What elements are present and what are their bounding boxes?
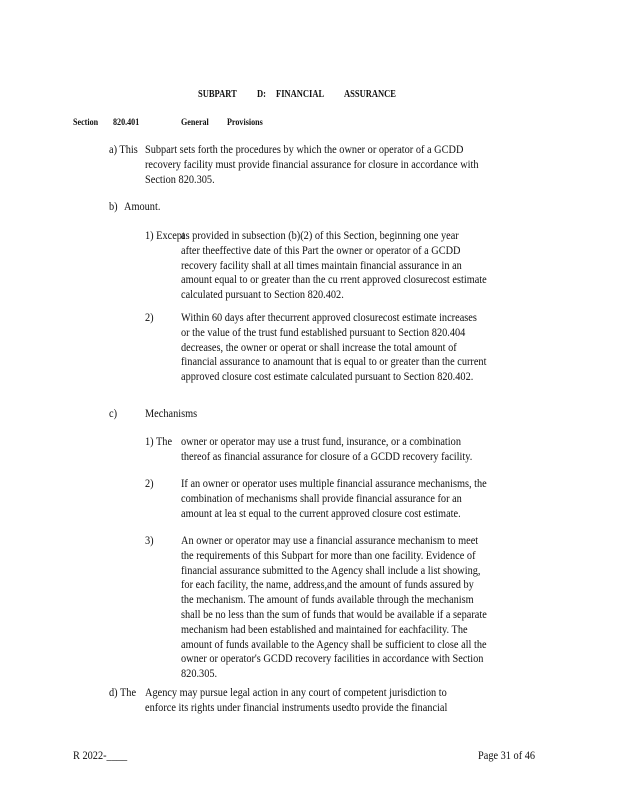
item-b1-line: amount equal to or greater than the cu rrent approved closurecost estimate [181,272,487,287]
item-b2-line: Within 60 days after thecurrent approved closurecost estimate increases [181,310,477,324]
item-c1-lead: 1) The [145,434,173,448]
item-c1-text [181,434,472,464]
item-c3-text [181,533,487,681]
paragraph-d-text [145,685,447,715]
item-b1-line: calculated pursuant to Section 820.402. [181,287,344,302]
paragraph-a-line: recovery facility must provide financial assurance for closure in accordance with [145,156,479,171]
paragraph-b-text: Amount. [124,199,161,213]
heading-financial: FINANCIAL [276,89,325,100]
item-b2-line: approved closure cost estimate calculated pursuant to Section 820.402. [181,369,474,384]
item-c1-line: owner or operator may use a trust fund, insurance, or a combination [181,434,461,448]
item-b1-line: after theeffective date of this Part the owner or operator of a GCDD [181,242,461,257]
item-c3-lead: 3) [145,533,154,547]
section-title-general: General [181,118,209,128]
heading-assurance: ASSURANCE [344,89,396,100]
section-number: 820.401 [113,118,140,128]
item-c2-lead: 2) [145,476,154,490]
item-c3-line: financial assurance submitted to the Agency shall include a list showing, [181,562,481,577]
item-b2-line: financial assurance to anamount that is equal to or greater than the current [181,354,487,369]
footer-docket: R 2022-____ [73,748,128,762]
paragraph-a-line: Subpart sets forth the procedures by which the owner or operator of a GCDD [145,142,464,156]
paragraph-d-line: enforce its rights under financial instruments usedto provide the financial [145,699,448,714]
item-c3-line: the requirements of this Subpart for more than one facility. Evidence of [181,547,476,562]
item-b1-line: recovery facility shall at all times maintain financial assurance in an [181,257,462,272]
heading-subpart: SUBPART [198,89,237,100]
item-c3-line: the mechanism. The amount of funds available through the mechanism [181,592,474,607]
item-c2-line: amount at lea st equal to the current approved closure cost estimate. [181,505,461,520]
item-c3-line: owner or operator's GCDD recovery facilities in accordance with Section [181,651,484,666]
item-c3-line: shall be no less than the sum of funds that would be available if a separate [181,606,487,621]
item-c3-line: mechanism had been established and maintained for eachfacility. The [181,621,468,636]
paragraph-a-line: Section 820.305. [145,171,215,186]
item-b1-line: as provided in subsection (b)(2) of this Section, beginning one year [181,228,459,242]
item-c2-line: If an owner or operator uses multiple financial assurance mechanisms, the [181,476,487,490]
item-b2-lead: 2) [145,310,154,324]
section-label: Section [73,118,99,128]
paragraph-c-lead: c) [109,406,118,420]
item-c2-text [181,476,487,520]
item-b2-line: decreases, the owner or operat or shall increase the total amount of [181,339,457,354]
item-c3-line: for each facility, the name, address,and the amount of funds assured by [181,577,474,592]
item-b1-text [181,228,487,302]
item-b2-text [181,310,486,384]
item-c2-line: combination of mechanisms shall provide financial assurance for an [181,490,462,505]
item-c3-line: amount of funds available to the Agency shall be sufficient to close all the [181,636,487,651]
paragraph-a-lead: a) This [109,142,138,156]
paragraph-b-lead: b) [109,199,118,213]
paragraph-d-lead: d) The [109,685,137,699]
item-b1-lead: 1) Except [145,228,185,242]
paragraph-d-line: Agency may pursue legal action in any court of competent jurisdiction to [145,685,447,699]
footer-page-number: Page 31 of 46 [478,748,536,762]
paragraph-a-text [145,142,479,186]
item-c3-line: 820.305. [181,666,218,681]
section-title-provisions: Provisions [227,118,263,128]
paragraph-c-text: Mechanisms [145,406,198,420]
item-c3-line: An owner or operator may use a financial assurance mechanism to meet [181,533,479,547]
heading-letter: D: [257,89,266,100]
item-b2-line: or the value of the trust fund established pursuant to Section 820.404 [181,324,466,339]
item-c1-line: thereof as financial assurance for closure of a GCDD recovery facility. [181,448,473,463]
